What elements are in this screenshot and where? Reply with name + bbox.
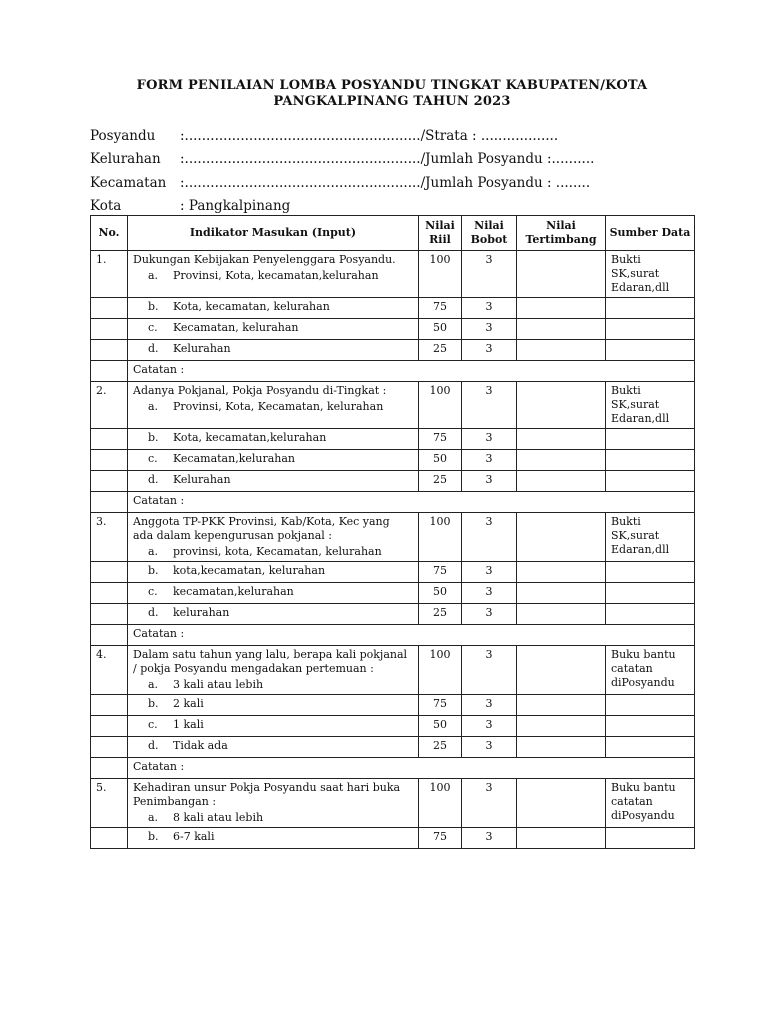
info-label: Kelurahan bbox=[90, 151, 161, 168]
cell-indicator bbox=[128, 513, 419, 562]
cell-indicator bbox=[128, 471, 419, 492]
question-text: Dalam satu tahun yang lalu, berapa kali pokjanal / pokja Posyandu mengadakan pertemuan : bbox=[133, 648, 408, 675]
cell-no bbox=[91, 340, 128, 361]
cell-tertimbang bbox=[517, 471, 606, 492]
cell-bobot: 3 bbox=[462, 251, 517, 298]
cell-no bbox=[91, 625, 128, 646]
header-nilai-bobot: Nilai Bobot bbox=[462, 216, 517, 251]
cell-indicator bbox=[128, 429, 419, 450]
cell-indicator bbox=[128, 828, 419, 849]
cell-tertimbang bbox=[517, 716, 606, 737]
cell-sumber bbox=[606, 429, 695, 450]
option-b: b. kota,kecamatan, kelurahan bbox=[148, 564, 326, 577]
cell-riil: 75 bbox=[419, 429, 462, 450]
cell-indicator bbox=[128, 695, 419, 716]
cell-indicator bbox=[128, 779, 419, 828]
form-title-line-2: PANGKALPINANG TAHUN 2023 bbox=[273, 94, 511, 109]
cell-no bbox=[91, 471, 128, 492]
cell-indicator bbox=[128, 450, 419, 471]
cell-sumber bbox=[606, 695, 695, 716]
cell-tertimbang bbox=[517, 583, 606, 604]
table-row bbox=[91, 695, 695, 716]
cell-riil: 100 bbox=[419, 646, 462, 695]
cell-bobot: 3 bbox=[462, 779, 517, 828]
form-info-fields bbox=[90, 124, 694, 218]
cell-indicator bbox=[128, 583, 419, 604]
cell-no bbox=[91, 562, 128, 583]
cell-tertimbang bbox=[517, 450, 606, 471]
cell-no bbox=[91, 737, 128, 758]
header-no: No. bbox=[91, 216, 128, 251]
question-text: Dukungan Kebijakan Penyelenggara Posyandu. bbox=[133, 253, 396, 266]
cell-riil: 100 bbox=[419, 779, 462, 828]
option-c: c. Kecamatan, kelurahan bbox=[148, 321, 299, 334]
cell-bobot: 3 bbox=[462, 340, 517, 361]
cell-tertimbang bbox=[517, 513, 606, 562]
info-value: :......................................................./Strata : .................. bbox=[180, 127, 559, 144]
cell-no bbox=[91, 319, 128, 340]
cell-sumber bbox=[606, 562, 695, 583]
info-label: Kota bbox=[90, 198, 122, 215]
table-row bbox=[91, 716, 695, 737]
cell-sumber bbox=[606, 450, 695, 471]
cell-tertimbang bbox=[517, 251, 606, 298]
cell-sumber: Bukti SK,surat Edaran,dll bbox=[606, 513, 695, 562]
question-text: Anggota TP-PKK Provinsi, Kab/Kota, Kec yang ada dalam kepengurusan pokjanal : bbox=[133, 515, 390, 542]
cell-bobot: 3 bbox=[462, 828, 517, 849]
notes-cell: Catatan : bbox=[128, 625, 695, 646]
table-row bbox=[91, 828, 695, 849]
notes-cell: Catatan : bbox=[128, 361, 695, 382]
cell-riil: 75 bbox=[419, 562, 462, 583]
cell-bobot: 3 bbox=[462, 716, 517, 737]
cell-tertimbang bbox=[517, 340, 606, 361]
header-indikator: Indikator Masukan (Input) bbox=[128, 216, 419, 251]
table-header-row bbox=[91, 216, 695, 251]
table-row bbox=[91, 646, 695, 695]
cell-sumber: Bukti SK,surat Edaran,dll bbox=[606, 251, 695, 298]
info-row-kecamatan bbox=[90, 171, 694, 195]
cell-no bbox=[91, 758, 128, 779]
cell-riil: 50 bbox=[419, 450, 462, 471]
table-row bbox=[91, 450, 695, 471]
cell-tertimbang bbox=[517, 779, 606, 828]
option-c: c. Kecamatan,kelurahan bbox=[148, 452, 296, 465]
info-row-posyandu bbox=[90, 124, 694, 148]
cell-sumber bbox=[606, 319, 695, 340]
cell-bobot: 3 bbox=[462, 382, 517, 429]
cell-sumber bbox=[606, 583, 695, 604]
form-title-line-1: FORM PENILAIAN LOMBA POSYANDU TINGKAT KABUPATEN/KOTA bbox=[136, 78, 648, 93]
option-c: c. 1 kali bbox=[148, 718, 204, 731]
header-nilai-riil: Nilai Riil bbox=[419, 216, 462, 251]
cell-bobot: 3 bbox=[462, 450, 517, 471]
cell-indicator bbox=[128, 562, 419, 583]
cell-tertimbang bbox=[517, 298, 606, 319]
cell-indicator bbox=[128, 604, 419, 625]
cell-indicator bbox=[128, 251, 419, 298]
cell-no bbox=[91, 828, 128, 849]
header-sumber-data: Sumber Data bbox=[606, 216, 695, 251]
notes-row bbox=[91, 758, 695, 779]
info-value: :......................................................./Jumlah Posyandu :.......... bbox=[180, 151, 595, 168]
cell-sumber bbox=[606, 340, 695, 361]
cell-no bbox=[91, 429, 128, 450]
cell-sumber bbox=[606, 604, 695, 625]
option-b: b. Kota, kecamatan,kelurahan bbox=[148, 431, 327, 444]
cell-tertimbang bbox=[517, 319, 606, 340]
option-d: d. Tidak ada bbox=[148, 739, 228, 752]
form-title bbox=[90, 78, 694, 110]
cell-no: 1. bbox=[91, 251, 128, 298]
question-text: Adanya Pokjanal, Pokja Posyandu di-Tingkat : bbox=[133, 384, 387, 397]
cell-bobot: 3 bbox=[462, 298, 517, 319]
cell-indicator bbox=[128, 646, 419, 695]
cell-bobot: 3 bbox=[462, 471, 517, 492]
option-d: d. Kelurahan bbox=[148, 342, 231, 355]
table-row bbox=[91, 471, 695, 492]
cell-riil: 100 bbox=[419, 382, 462, 429]
option-a: a. 8 kali atau lebih bbox=[148, 811, 264, 824]
cell-tertimbang bbox=[517, 828, 606, 849]
cell-riil: 50 bbox=[419, 319, 462, 340]
cell-no bbox=[91, 492, 128, 513]
table-row bbox=[91, 429, 695, 450]
cell-no: 4. bbox=[91, 646, 128, 695]
cell-riil: 75 bbox=[419, 828, 462, 849]
question-text: Kehadiran unsur Pokja Posyandu saat hari buka Penimbangan : bbox=[133, 781, 401, 808]
cell-sumber bbox=[606, 298, 695, 319]
cell-tertimbang bbox=[517, 429, 606, 450]
cell-bobot: 3 bbox=[462, 695, 517, 716]
cell-riil: 75 bbox=[419, 298, 462, 319]
cell-tertimbang bbox=[517, 737, 606, 758]
info-label: Kecamatan bbox=[90, 174, 167, 191]
cell-sumber bbox=[606, 471, 695, 492]
notes-row bbox=[91, 492, 695, 513]
cell-no bbox=[91, 695, 128, 716]
cell-indicator bbox=[128, 737, 419, 758]
table-row bbox=[91, 319, 695, 340]
cell-tertimbang bbox=[517, 562, 606, 583]
notes-cell: Catatan : bbox=[128, 758, 695, 779]
option-d: d. kelurahan bbox=[148, 606, 230, 619]
cell-bobot: 3 bbox=[462, 562, 517, 583]
cell-indicator bbox=[128, 382, 419, 429]
table-row bbox=[91, 382, 695, 429]
header-nilai-tertimbang: Nilai Tertimbang bbox=[517, 216, 606, 251]
option-b: b. Kota, kecamatan, kelurahan bbox=[148, 300, 330, 313]
table-row bbox=[91, 779, 695, 828]
option-a: a. Provinsi, Kota, Kecamatan, kelurahan bbox=[148, 400, 384, 413]
cell-bobot: 3 bbox=[462, 513, 517, 562]
cell-sumber: Bukti SK,surat Edaran,dll bbox=[606, 382, 695, 429]
cell-sumber bbox=[606, 716, 695, 737]
assessment-table bbox=[90, 215, 695, 849]
cell-indicator bbox=[128, 716, 419, 737]
cell-no bbox=[91, 298, 128, 319]
cell-bobot: 3 bbox=[462, 319, 517, 340]
cell-riil: 25 bbox=[419, 471, 462, 492]
option-c: c. kecamatan,kelurahan bbox=[148, 585, 294, 598]
option-b: b. 6-7 kali bbox=[148, 830, 215, 843]
notes-row bbox=[91, 361, 695, 382]
option-a: a. Provinsi, Kota, kecamatan,kelurahan bbox=[148, 269, 379, 282]
table-row bbox=[91, 562, 695, 583]
cell-sumber: Buku bantu catatan diPosyandu bbox=[606, 779, 695, 828]
cell-no bbox=[91, 604, 128, 625]
cell-sumber: Buku bantu catatan diPosyandu bbox=[606, 646, 695, 695]
cell-riil: 25 bbox=[419, 737, 462, 758]
cell-indicator bbox=[128, 298, 419, 319]
cell-tertimbang bbox=[517, 646, 606, 695]
cell-riil: 25 bbox=[419, 604, 462, 625]
cell-tertimbang bbox=[517, 382, 606, 429]
cell-no: 2. bbox=[91, 382, 128, 429]
notes-row bbox=[91, 625, 695, 646]
option-d: d. Kelurahan bbox=[148, 473, 231, 486]
cell-indicator bbox=[128, 319, 419, 340]
option-a: a. provinsi, kota, Kecamatan, kelurahan bbox=[148, 545, 382, 558]
cell-riil: 25 bbox=[419, 340, 462, 361]
option-b: b. 2 kali bbox=[148, 697, 204, 710]
cell-indicator bbox=[128, 340, 419, 361]
cell-no bbox=[91, 583, 128, 604]
table-row bbox=[91, 583, 695, 604]
cell-sumber bbox=[606, 828, 695, 849]
table-row bbox=[91, 513, 695, 562]
table-row bbox=[91, 340, 695, 361]
info-value: :......................................................./Jumlah Posyandu : ........ bbox=[180, 174, 591, 191]
info-row-kelurahan bbox=[90, 148, 694, 172]
cell-tertimbang bbox=[517, 695, 606, 716]
info-label: Posyandu bbox=[90, 127, 156, 144]
table-row bbox=[91, 604, 695, 625]
cell-bobot: 3 bbox=[462, 583, 517, 604]
table-row bbox=[91, 251, 695, 298]
cell-no bbox=[91, 716, 128, 737]
cell-riil: 100 bbox=[419, 251, 462, 298]
cell-bobot: 3 bbox=[462, 737, 517, 758]
cell-bobot: 3 bbox=[462, 429, 517, 450]
cell-no bbox=[91, 361, 128, 382]
info-value: : Pangkalpinang bbox=[180, 198, 291, 215]
cell-riil: 50 bbox=[419, 716, 462, 737]
cell-no: 3. bbox=[91, 513, 128, 562]
cell-riil: 75 bbox=[419, 695, 462, 716]
cell-no bbox=[91, 450, 128, 471]
table-row bbox=[91, 737, 695, 758]
cell-sumber bbox=[606, 737, 695, 758]
table-row bbox=[91, 298, 695, 319]
option-a: a. 3 kali atau lebih bbox=[148, 678, 264, 691]
notes-cell: Catatan : bbox=[128, 492, 695, 513]
cell-riil: 50 bbox=[419, 583, 462, 604]
cell-bobot: 3 bbox=[462, 646, 517, 695]
cell-tertimbang bbox=[517, 604, 606, 625]
cell-riil: 100 bbox=[419, 513, 462, 562]
cell-bobot: 3 bbox=[462, 604, 517, 625]
cell-no: 5. bbox=[91, 779, 128, 828]
